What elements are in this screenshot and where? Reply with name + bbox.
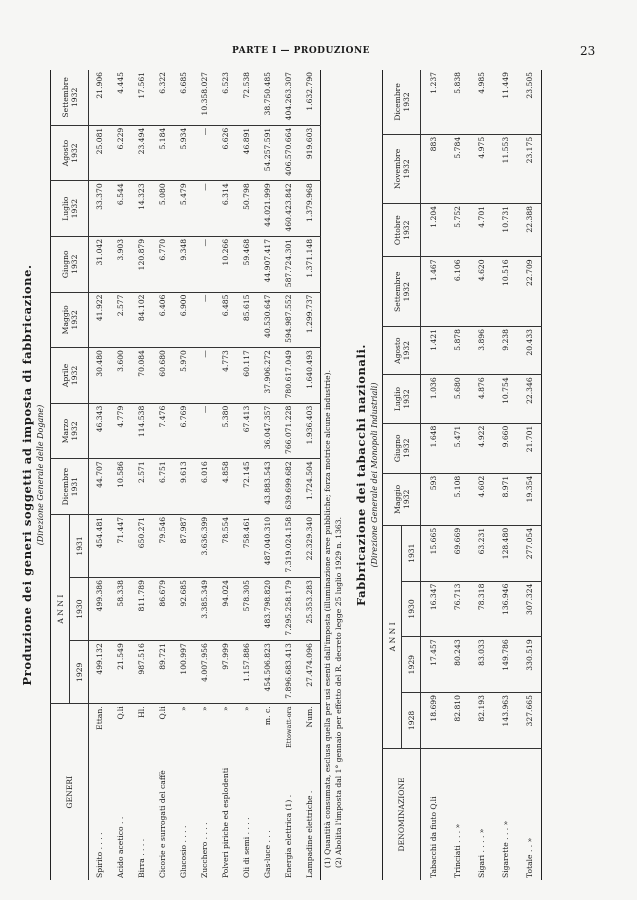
table-cell: 44.907.417 bbox=[257, 236, 278, 292]
table-cell: 36.047.357 bbox=[257, 403, 278, 459]
month-name: Agosto bbox=[392, 337, 402, 364]
month-year: 1932 bbox=[401, 159, 411, 179]
month-name: Marzo bbox=[60, 418, 70, 444]
table-row bbox=[236, 70, 257, 880]
month-name: Dicembre bbox=[392, 83, 402, 121]
table-cell: 10.358.027 bbox=[194, 70, 215, 125]
table-cell: 83.033 bbox=[469, 637, 493, 693]
table-cell: 3.385.349 bbox=[194, 578, 215, 641]
table-cell: — bbox=[194, 125, 215, 181]
row-label: Spirito . . . . bbox=[95, 832, 104, 878]
month-header bbox=[51, 403, 89, 459]
table-cell: 41.922 bbox=[89, 292, 111, 348]
table-cell: 460.423.842 bbox=[278, 181, 299, 237]
table-cell: 60.680 bbox=[152, 348, 173, 404]
month-header bbox=[51, 125, 89, 181]
table-cell: 454.506.823 bbox=[257, 641, 278, 704]
table-cell: 5.970 bbox=[173, 348, 194, 404]
table-cell: 9.238 bbox=[493, 327, 517, 375]
table-row bbox=[445, 70, 469, 880]
month-year: 1932 bbox=[69, 365, 79, 386]
footnote: (2) Abolita l'imposta dal 1° gennaio per effetto del R. decreto legge 25 luglio 1929 n. 1363. bbox=[334, 517, 343, 868]
tobacco-table bbox=[382, 70, 542, 880]
row-label: Cicorie e surrogati del caffè bbox=[158, 770, 167, 878]
month-name: Luglio bbox=[60, 196, 70, 221]
table-cell: 277.054 bbox=[517, 525, 542, 581]
table1-subtitle: (Direzione Generale delle Dogane) bbox=[36, 404, 45, 546]
table-row bbox=[493, 70, 517, 880]
table-cell: 2.577 bbox=[110, 292, 131, 348]
row-label: Trinciati . . . » bbox=[452, 823, 462, 878]
table-cell: 5.680 bbox=[445, 375, 469, 423]
table-cell: 9.660 bbox=[493, 423, 517, 473]
month-year: 1932 bbox=[69, 254, 79, 274]
month-name: Aprile bbox=[60, 363, 70, 388]
table-cell: 136.946 bbox=[493, 581, 517, 637]
table-cell: 1.299.737 bbox=[299, 292, 321, 348]
table-cell: 120.879 bbox=[131, 236, 152, 292]
month-header bbox=[383, 473, 421, 525]
month-name: Novembre bbox=[392, 148, 402, 189]
table-cell: 22.329.340 bbox=[299, 514, 321, 577]
table-cell: 404.263.307 bbox=[278, 70, 299, 125]
row-unit: Num. bbox=[305, 706, 314, 728]
table-row bbox=[89, 70, 111, 880]
page-header bbox=[0, 44, 637, 64]
table-cell: 1.036 bbox=[421, 375, 446, 423]
month-header bbox=[383, 423, 421, 473]
table-cell: 23.505 bbox=[517, 70, 542, 134]
row-unit: » bbox=[200, 706, 209, 712]
table-cell: 76.713 bbox=[445, 581, 469, 637]
row-label: Oli di semi . . . . bbox=[242, 817, 251, 878]
table-cell: 1.936.403 bbox=[299, 403, 321, 459]
footnotes bbox=[322, 370, 344, 868]
table-cell: — bbox=[194, 403, 215, 459]
table-cell: 6.229 bbox=[110, 125, 131, 181]
table-cell: 5.838 bbox=[445, 70, 469, 134]
month-header bbox=[51, 181, 89, 237]
table-cell: 11.449 bbox=[493, 70, 517, 134]
table-cell: 82.193 bbox=[469, 693, 493, 749]
month-year: 1932 bbox=[401, 282, 411, 302]
month-header bbox=[383, 257, 421, 327]
table-cell: 22.709 bbox=[517, 257, 542, 327]
table-cell: 487.040.310 bbox=[257, 514, 278, 577]
table-cell: 330.519 bbox=[517, 637, 542, 693]
table-cell: 40.530.647 bbox=[257, 292, 278, 348]
month-year: 1932 bbox=[69, 310, 79, 330]
year-header: 1929 bbox=[70, 641, 89, 704]
table-row bbox=[152, 70, 173, 880]
table-cell: 25.353.283 bbox=[299, 578, 321, 641]
month-header bbox=[383, 134, 421, 203]
table-cell: 7.476 bbox=[152, 403, 173, 459]
row-label: Totale . . » bbox=[524, 837, 534, 878]
table-cell: 5.878 bbox=[445, 327, 469, 375]
table-cell: 7.319.024.158 bbox=[278, 514, 299, 577]
table-cell: 1.632.790 bbox=[299, 70, 321, 125]
table-cell: 20.433 bbox=[517, 327, 542, 375]
table-cell: 33.370 bbox=[89, 181, 111, 237]
table-cell: — bbox=[194, 348, 215, 404]
table-cell: 483.798.820 bbox=[257, 578, 278, 641]
table-cell: 4.620 bbox=[469, 257, 493, 327]
month-name: Dicembre bbox=[60, 467, 70, 506]
table-cell: 1.371.148 bbox=[299, 236, 321, 292]
table-row bbox=[278, 70, 299, 880]
table-cell: 6.900 bbox=[173, 292, 194, 348]
table-cell: 22.388 bbox=[517, 203, 542, 256]
table-cell: 92.685 bbox=[173, 578, 194, 641]
year-header: 1928 bbox=[402, 693, 421, 749]
table-cell: 37.906.272 bbox=[257, 348, 278, 404]
month-year: 1932 bbox=[401, 92, 411, 112]
year-header: 1930 bbox=[402, 581, 421, 637]
table-cell: 11.553 bbox=[493, 134, 517, 203]
table-cell: 4.445 bbox=[110, 70, 131, 125]
table-cell: 4.858 bbox=[215, 459, 236, 515]
table-cell: 21.701 bbox=[517, 423, 542, 473]
table-cell: 1.648 bbox=[421, 423, 446, 473]
table-row bbox=[173, 70, 194, 880]
table-cell: 25.081 bbox=[89, 125, 111, 181]
col-anni: A N N I bbox=[383, 525, 402, 748]
table-cell: 499.132 bbox=[89, 641, 111, 704]
table-cell: 30.480 bbox=[89, 348, 111, 404]
table-cell: 6.770 bbox=[152, 236, 173, 292]
table-row bbox=[194, 70, 215, 880]
table-cell: 15.665 bbox=[421, 525, 446, 581]
table-cell: 4.773 bbox=[215, 348, 236, 404]
table-cell: 4.701 bbox=[469, 203, 493, 256]
table-cell: 60.117 bbox=[236, 348, 257, 404]
row-label: Gas-luce . . . bbox=[263, 830, 272, 878]
table-cell: 1.204 bbox=[421, 203, 446, 256]
month-header bbox=[383, 375, 421, 423]
table-cell: 128.480 bbox=[493, 525, 517, 581]
table-cell: 5.934 bbox=[173, 125, 194, 181]
row-unit: Ettowatt-ora bbox=[284, 706, 293, 748]
month-year: 1932 bbox=[401, 438, 411, 458]
month-name: Luglio bbox=[392, 386, 402, 412]
table-cell: 80.243 bbox=[445, 637, 469, 693]
table-cell: 31.042 bbox=[89, 236, 111, 292]
table-cell: 6.523 bbox=[215, 70, 236, 125]
table-cell: — bbox=[194, 181, 215, 237]
table-cell: 1.724.504 bbox=[299, 459, 321, 515]
table-cell: 38.750.485 bbox=[257, 70, 278, 125]
table-cell: 10.754 bbox=[493, 375, 517, 423]
month-name: Giugno bbox=[392, 434, 402, 463]
table-cell: 6.626 bbox=[215, 125, 236, 181]
row-unit: » bbox=[221, 706, 230, 712]
table-cell: 811.789 bbox=[131, 578, 152, 641]
month-name: Maggio bbox=[60, 305, 70, 335]
month-name: Settembre bbox=[60, 77, 70, 118]
row-unit: Q.li bbox=[116, 706, 125, 720]
table-cell: 758.461 bbox=[236, 514, 257, 577]
row-unit: Hl. bbox=[137, 706, 146, 718]
month-year: 1932 bbox=[401, 341, 411, 361]
table-cell: 4.602 bbox=[469, 473, 493, 525]
table-cell: 85.615 bbox=[236, 292, 257, 348]
table-cell: 100.997 bbox=[173, 641, 194, 704]
table-cell: — bbox=[194, 236, 215, 292]
table-cell: 72.145 bbox=[236, 459, 257, 515]
table-cell: 58.338 bbox=[110, 578, 131, 641]
table-cell: 5.471 bbox=[445, 423, 469, 473]
table-cell: 594.987.552 bbox=[278, 292, 299, 348]
table-cell: 23.175 bbox=[517, 134, 542, 203]
table-cell: 16.347 bbox=[421, 581, 446, 637]
table-cell: 67.413 bbox=[236, 403, 257, 459]
table-row bbox=[215, 70, 236, 880]
row-label: Energia elettrica (1) . bbox=[284, 794, 293, 878]
table-cell: 1.237 bbox=[421, 70, 446, 134]
table-cell: 22.346 bbox=[517, 375, 542, 423]
row-unit: » bbox=[179, 706, 188, 712]
table-cell: 454.481 bbox=[89, 514, 111, 577]
table-cell: 10.731 bbox=[493, 203, 517, 256]
table-cell: 7.295.258.179 bbox=[278, 578, 299, 641]
table-cell: 59.468 bbox=[236, 236, 257, 292]
month-name: Ottobre bbox=[392, 215, 402, 246]
table-cell: 5.080 bbox=[152, 181, 173, 237]
table-cell: 1.467 bbox=[421, 257, 446, 327]
table-cell: 94.024 bbox=[215, 578, 236, 641]
table-cell: 587.724.301 bbox=[278, 236, 299, 292]
table-cell: 82.810 bbox=[445, 693, 469, 749]
table-cell: 46.343 bbox=[89, 403, 111, 459]
table-row bbox=[299, 70, 321, 880]
month-year: 1932 bbox=[401, 389, 411, 409]
table-cell: 21.549 bbox=[110, 641, 131, 704]
month-header bbox=[383, 327, 421, 375]
table-cell: 327.665 bbox=[517, 693, 542, 749]
table-cell: 63.231 bbox=[469, 525, 493, 581]
page-number: 23 bbox=[580, 44, 596, 58]
month-header bbox=[51, 236, 89, 292]
table-cell: 6.751 bbox=[152, 459, 173, 515]
month-name: Agosto bbox=[60, 139, 70, 167]
table2-subtitle: (Direzione Generale dei Monopoli Industriali) bbox=[370, 382, 379, 568]
table-cell: 10.266 bbox=[215, 236, 236, 292]
month-name: Giugno bbox=[60, 250, 70, 279]
table-cell: 987.516 bbox=[131, 641, 152, 704]
row-label: Sigarette . . . » bbox=[500, 820, 510, 878]
table-cell: 499.386 bbox=[89, 578, 111, 641]
table-cell: 9.613 bbox=[173, 459, 194, 515]
production-table bbox=[50, 70, 321, 880]
table-cell: 578.305 bbox=[236, 578, 257, 641]
table-cell: 2.571 bbox=[131, 459, 152, 515]
table-cell: 27.474.096 bbox=[299, 641, 321, 704]
table-cell: 54.257.591 bbox=[257, 125, 278, 181]
month-year: 1932 bbox=[69, 143, 79, 163]
table-cell: 17.561 bbox=[131, 70, 152, 125]
table-row bbox=[469, 70, 493, 880]
table-cell: 6.544 bbox=[110, 181, 131, 237]
table-cell: 593 bbox=[421, 473, 446, 525]
table-cell: 6.685 bbox=[173, 70, 194, 125]
table-cell: 6.485 bbox=[215, 292, 236, 348]
table-cell: 4.779 bbox=[110, 403, 131, 459]
table-cell: 9.348 bbox=[173, 236, 194, 292]
table-cell: 72.538 bbox=[236, 70, 257, 125]
table-cell: 79.546 bbox=[152, 514, 173, 577]
table-cell: 7.896.683.413 bbox=[278, 641, 299, 704]
table-cell: 14.323 bbox=[131, 181, 152, 237]
row-unit: » bbox=[242, 706, 251, 712]
table-cell: 3.636.399 bbox=[194, 514, 215, 577]
row-unit: m. c. bbox=[263, 706, 272, 726]
table-cell: 6.106 bbox=[445, 257, 469, 327]
table-cell: 5.784 bbox=[445, 134, 469, 203]
col-anni: A N N I bbox=[51, 514, 70, 703]
row-label: Lampadine elettriche . bbox=[305, 790, 314, 878]
month-header bbox=[383, 203, 421, 256]
table-cell: 883 bbox=[421, 134, 446, 203]
year-header: 1931 bbox=[70, 514, 89, 577]
month-header bbox=[383, 70, 421, 134]
running-header: PARTE I — PRODUZIONE bbox=[232, 46, 371, 56]
table-cell: 780.617.049 bbox=[278, 348, 299, 404]
table-cell: 86.679 bbox=[152, 578, 173, 641]
table-cell: 70.084 bbox=[131, 348, 152, 404]
table-cell: 1.157.886 bbox=[236, 641, 257, 704]
table-cell: 78.554 bbox=[215, 514, 236, 577]
table-cell: 5.184 bbox=[152, 125, 173, 181]
table-row bbox=[110, 70, 131, 880]
row-label: Polveri piriche ed esplodenti bbox=[221, 767, 230, 878]
table-cell: 6.769 bbox=[173, 403, 194, 459]
table2-title: Fabbricazione dei tabacchi nazionali. bbox=[354, 343, 368, 607]
table-cell: 4.985 bbox=[469, 70, 493, 134]
rotated-content bbox=[18, 70, 618, 880]
table-cell: 5.380 bbox=[215, 403, 236, 459]
table-cell: 10.516 bbox=[493, 257, 517, 327]
month-header bbox=[51, 292, 89, 348]
year-header: 1929 bbox=[402, 637, 421, 693]
table-cell: 4.975 bbox=[469, 134, 493, 203]
month-year: 1931 bbox=[69, 476, 79, 497]
table-row bbox=[421, 70, 446, 880]
table-cell: 639.699.682 bbox=[278, 459, 299, 515]
table-cell: 50.798 bbox=[236, 181, 257, 237]
row-label: Sigari . . . . » bbox=[476, 828, 486, 878]
table-cell: 5.752 bbox=[445, 203, 469, 256]
table-cell: 5.479 bbox=[173, 181, 194, 237]
table-cell: 6.406 bbox=[152, 292, 173, 348]
table-cell: 44.707 bbox=[89, 459, 111, 515]
table-cell: 3.600 bbox=[110, 348, 131, 404]
table-cell: 97.999 bbox=[215, 641, 236, 704]
table-cell: 1.421 bbox=[421, 327, 446, 375]
table-cell: 84.102 bbox=[131, 292, 152, 348]
table-row bbox=[257, 70, 278, 880]
table-cell: 78.318 bbox=[469, 581, 493, 637]
row-label: Tabacchi da fiuto Q.li bbox=[428, 796, 438, 878]
table-cell: 307.324 bbox=[517, 581, 542, 637]
table-cell: 46.891 bbox=[236, 125, 257, 181]
month-name: Settembre bbox=[392, 271, 402, 312]
month-year: 1932 bbox=[69, 421, 79, 441]
table1-title: Produzione dei generi soggetti ad imposta di fabbricazione. bbox=[20, 264, 34, 686]
table-cell: 89.721 bbox=[152, 641, 173, 704]
month-year: 1932 bbox=[401, 220, 411, 240]
table-row bbox=[131, 70, 152, 880]
col-denominazione: DENOMINAZIONE bbox=[383, 748, 421, 880]
table-cell: 4.876 bbox=[469, 375, 493, 423]
table-cell: — bbox=[194, 292, 215, 348]
table-cell: 114.538 bbox=[131, 403, 152, 459]
table-cell: 6.322 bbox=[152, 70, 173, 125]
table-cell: 650.271 bbox=[131, 514, 152, 577]
row-label: Acido acetico . . bbox=[116, 816, 125, 878]
table-cell: 43.883.543 bbox=[257, 459, 278, 515]
row-unit: Ettan. bbox=[95, 706, 104, 730]
table-cell: 69.669 bbox=[445, 525, 469, 581]
table-cell: 1.379.968 bbox=[299, 181, 321, 237]
month-year: 1932 bbox=[401, 489, 411, 509]
table-cell: 23.494 bbox=[131, 125, 152, 181]
year-header: 1930 bbox=[70, 578, 89, 641]
footnote: (1) Quantità consumata, esclusa quella per usi esenti dall'imposta (illuminazione aree pubbliche; forza motrice alcune industrie). bbox=[323, 370, 332, 868]
table-cell: 6.016 bbox=[194, 459, 215, 515]
row-unit: Q.li bbox=[158, 706, 167, 720]
table-cell: 44.021.999 bbox=[257, 181, 278, 237]
table-cell: 406.570.664 bbox=[278, 125, 299, 181]
table-cell: 919.603 bbox=[299, 125, 321, 181]
year-header: 1931 bbox=[402, 525, 421, 581]
table-cell: 8.971 bbox=[493, 473, 517, 525]
table-cell: 6.314 bbox=[215, 181, 236, 237]
table-cell: 149.786 bbox=[493, 637, 517, 693]
table-cell: 21.906 bbox=[89, 70, 111, 125]
month-header bbox=[51, 70, 89, 125]
table-cell: 3.896 bbox=[469, 327, 493, 375]
table-cell: 19.354 bbox=[517, 473, 542, 525]
month-year: 1932 bbox=[69, 87, 79, 108]
table-cell: 18.699 bbox=[421, 693, 446, 749]
row-label: Glucosio . . . . bbox=[179, 825, 188, 878]
month-name: Maggio bbox=[392, 484, 402, 514]
table-cell: 766.071.228 bbox=[278, 403, 299, 459]
month-header bbox=[51, 459, 89, 515]
table-cell: 3.903 bbox=[110, 236, 131, 292]
table-cell: 1.640.493 bbox=[299, 348, 321, 404]
row-label: Zucchero . . . . bbox=[200, 822, 209, 878]
table-cell: 71.447 bbox=[110, 514, 131, 577]
col-generi: GENERI bbox=[51, 704, 89, 880]
month-year: 1932 bbox=[69, 198, 79, 219]
row-label: Birra . . . . bbox=[137, 838, 146, 878]
table-cell: 143.963 bbox=[493, 693, 517, 749]
table-cell: 5.108 bbox=[445, 473, 469, 525]
table-cell: 4.007.956 bbox=[194, 641, 215, 704]
table-cell: 17.457 bbox=[421, 637, 446, 693]
table-cell: 10.586 bbox=[110, 459, 131, 515]
table-cell: 87.987 bbox=[173, 514, 194, 577]
table-cell: 4.922 bbox=[469, 423, 493, 473]
month-header bbox=[51, 348, 89, 404]
table-row bbox=[517, 70, 542, 880]
